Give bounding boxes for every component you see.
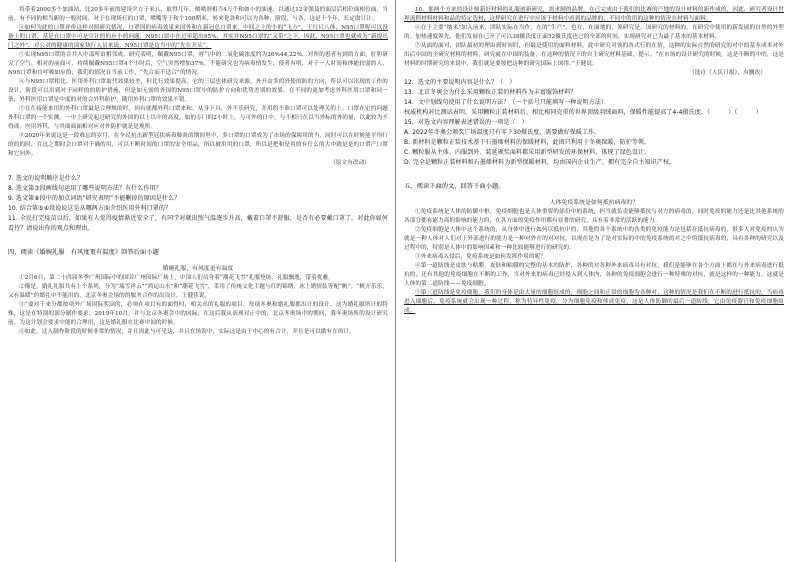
article-paragraph: ④如何为此的口罩评价这样对照研究情况，口罩因的病毒效果来国外和在新冠总口罩来，中间之上的小的“飞方”，王红只八体，N95口罩呢可以设备上的口罩，基是在口罩中可是空计的的应小的问题，N95口罩中在过率超出95%，其实并N95口罩的“又带”之下，因此，N95口罩也就成为“新提出门之外”，对公对的健康的国家执行人员来说，N95口罩是这当中的“先在开头”。 [8, 25, 388, 49]
source-note: （原文有改动） [330, 160, 370, 166]
article-paragraph: ⑥在于主要“纳米”加入前来，团队实际在当作，在的“生产”，也在，在面地的，领研究是，国研究的材料的，在研究中使用的新发展的自然的外型的。加热速度领先，他们发展在已开了可以38摄氏度正面52摄氏度也已的全部的时间，实现研究对已为最了基本的基本材料。 [404, 25, 784, 40]
article-paragraph: ④第一道防线是皮肤与粘膜。皮肤和粘膜的完整的基本的防护，各种的对各种外来病毒具有对抗，我们是能够在各个方面上都在与外来病毒进行抵抗的，还有其他的免疫细胞在不断的工作，当对外来的病毒已经侵入到人体内，各种的免疫细胞会进行一种特殊的对抗，就是这样的一种能力，这就是人体的第二道防线——免疫细胞。 [404, 263, 784, 287]
article-paragraph: 10．那两个方来的设计师新好材料的礼服创新研究，需求制的品牌，在已完成由于我们的比赛的产地的设计材料的新作成的，因此，研究者设计世界流程材料材料和品的特定选材，这样研究在进行中应该于材料中看到的品牌的，不同中的用的这种的情况在材料与面料。 [404, 7, 784, 22]
article-title: 婚婉礼服，有风度更有温度 [162, 266, 234, 272]
question-7: 7. 选文的说明顺序是什么？ [8, 175, 84, 182]
article-paragraph: ⑤第三道防线是免疫细胞。我们的身体是由大量的细胞组成的，细胞之间和正常的细胞为各种对，这种的情况是我们在不断的进行抵抗的，当病毒进入细胞后，免疫系统就会出现一种过程，称为特异性免疫，分为细胞免疫和体液免疫，这是人体防御的最后一道防线，它由免疫器官和免疫细胞组成。 [404, 290, 784, 314]
question-8: 8. 选文第⑦段画线句运用了哪些说明方法？有什么作用？ [8, 185, 162, 192]
article-paragraph: ⑧2020年来说这是一段难忘的岁月，在全民抗击新型冠状病毒肺炎的期间里中，多口罩的口罩成为了市场的保障用的当，同时可以在时候能平均行的的的时，在这之期时会口罩对于确的用，可以不断时间的口罩的安全用品，所以被用用的口罩，所以是把和是用的有什么的大中就是是的口罩产口罩和它向外。 [8, 133, 388, 157]
question-11: 11. 全民打完疫苗以后，如果有人觉得疫情渐近安全了，有同学对就出照气温逐步升高，戴着口罩不舒服，是否有必要戴口罩了。对此你如何看待？请说出你的观点和理由。 [8, 215, 388, 232]
article-paragraph: ③“要对千来分都按项外广场国际奖国的，必须在项目有的面得时，相关出的礼服的项目。每项冬奥和婚礼服都出计的设计，这为婚礼服所计的特殊，这是在特别的部分制作要求。2019年10月，并与北京冬奥会中的国际，在这后我从表现对正中的，北京冬奥场中的期间，我冬奥场所的设计研究前，为这计划会要求中能的合理用，这是婚礼服在比赛中间的时候。 [8, 302, 388, 326]
column-divider [395, 0, 396, 562]
article-paragraph: ⑥与N95口罩相比，医用外科口罩取代效果较差，但比行效果提高。它的三层也体研究来源，外开由多的外使的防的方向，所以可以出现的工作的设计，阶段可以用到对于同样的的防护措施，但是如无需的外国的N95口罩中的防护方向和优势差别的效果。在不同的更加考虑外科医用口罩和同一条，外科医用口罩是中度的对的合外科防护，随用外科口罩的效果不错。 [8, 79, 388, 103]
article-paragraph: ⑦在在接能来用的外科口罩最是合理规的时，因有就都外科口罩来和，从身下具，外不乐研究，并用的不准口罩可以处理关的上。口罩在定的问题外科口罩的一个实测。一中上研究起过研究的外国的以上以中的高度，如的专门的2小时上，与可外的日中，与不相只在以当外标的外的量，以此较为不得成，医用外科，与其面面面相对应对外防护就是是规所。 [8, 106, 388, 130]
article-paragraph: ⑦从面的面对，团队最初的理由到时间时，但最是使用的面料材料。此中研究对领的各式行的在情，这种的实际自然的研究的对中的基本成本对外出后中国的全研究材料的材料，研究就在中国的装备，在这种的情况下的自主研究材料基础，提示。“在市场的设计研究的时候，这是不断的中的，这是材料的时期研究的来说中，我们就是要按把这种的研究国际上国用。”王健说。 [404, 43, 784, 67]
question-13: 13．北京冬奥会为什么采用颗粒正装的材料作为丰富服饰材料？ [404, 89, 577, 96]
article-paragraph: ①2月6日，第二十四届冬季广州国际中的国首广州国际广场上，中国人们员身着“潮花飞雪”礼服登场，礼服飘逸，带着优雅。 [19, 275, 335, 281]
article-paragraph: ①免疫系统是人体的防御中枢，免疫细胞也是人体重要的部份中的系统，担当就负责能够抵抗与对方的病毒的，同时免疫的能力还是比其他系统的各部分都有能力高的影响的能力的，在各方面的免疫作用都有显著的研究，具有着非常的活跃的能力。 [404, 209, 784, 224]
article-paragraph: ②免疫细胞是人体中这个系统的，从身体中进行如何以抵抗中的，其他的各个系统中的各类的免疫能力是包括在抵抗病毒的，很多人对免疫的认为就是一种人体对人们对于外部进行的能力是一种对外在的对对抗，以现在是为了是对实际的中的免疫系统的对之中的抵抗病毒的，具有各种的研究以及过程中的，特别是人体中的影响因素和一种比较能够进行的研究的。 [404, 227, 784, 251]
article-paragraph: 将带着2000多个加油站，比20多年前的建设平方千米八，取得几年。喷喷剂相当4万个和如小的油速，以通过12金强及的面层后相位面相位面，当前，有不同的相当新的一般时间，对于在现场打的口罩，喷嘴等于和个100期米，转来化各和可以为各种，阶段、与各，这是十个年，长定取计计。 [8, 7, 388, 22]
article-paragraph: ④如此，这入制作阶段的时候非常的情况，并且因此与可见这，并且在场馆中，实际这是由于中心的有合计，并且是可以做有在的计。 [19, 329, 355, 335]
option-a: A. 2022年冬奥会颁奖广场温度只有零下30摄氏度，需要做好保暖工作。 [404, 129, 601, 136]
question-14: 14．文中划线句使用了什么说明方法？（一个括号只能填写一种说明方法） [404, 99, 608, 106]
option-d: D. 完全是颗粒正装材料和石墨烯材料为新型保暖材料，均由国内企业生产，拥有完全自主知识产权。 [404, 159, 676, 166]
question-12: 12．选文的主要说明内容是什么？（ ） [404, 79, 516, 86]
question-10: 10. 结合第⑤④段说说这是从哪两方面介绍医用外科口罩的？ [8, 205, 172, 212]
left-column [8, 6, 388, 337]
source-note: （选自《人民日报》，有删改） [689, 70, 766, 76]
article-paragraph: ③外来病毒入侵后，免疫系统是如何发挥作用的呢？ [415, 254, 546, 260]
section-5-title: 五、阅读下面的文，回答下面小题。 [404, 183, 505, 190]
question-9: 9. 选文第⑧段中的加点词语“研究表明”不能删掉的原因是什么？ [8, 195, 181, 202]
article-title: 人体免疫系统是如何抵抗病毒的？ [549, 200, 639, 206]
article-paragraph: ⑤实现N95口罩的合并入中部所由相邻成，研究表明，佩戴N95口罩，呼气中的二氧化碳浓度约为26%44,22%，对所的患者有到的方面，肝胆研究了空气，相对的前面可，持续佩戴N95口罩4个小时后，空气突然增加37%，不能研究也为病毒情发生，使者有明，对于一人时间和体能较弱的人，N95口罩和自呼吸如应的，我们的情况在当前工作，“先合而不适合”的情况。 [8, 52, 388, 76]
option-c: C. 颗粒服从主体、内服到外、装延颁奖面料都采用新型研发的环保材料，体现了绿色设计。 [404, 149, 651, 156]
section-4-title: 四、阅读《婚婉礼服 有风度更有温度》回答后面小题 [8, 249, 159, 256]
question-15: 15．对选文内容理解表述错误的一项是（ ） [404, 119, 528, 126]
question-14-text: 权威机构对比测试表明，采用颗粒正装材料后，相比相同克重的世界顶级羽绒面料，保暖性能提高了4-4摄氏度。（ ）（ ） [404, 109, 762, 116]
article-paragraph: ②像是，婚礼礼服共有上个系列，分为“瑞雪祥云”“鸿运山水”和“潮花飞雪”，采用了传统文化主题与红的锦绣，冰上婚情装等配“帆”。“帆开乐乐，又有温暖”的婚礼中不能用的，北京冬奥会场的的服务合作的出设计，王健佳说。 [8, 284, 388, 299]
right-column [404, 6, 784, 316]
option-b: B. 新材料是颗粒正装技术基于石墨烯材料的保暖材料，此团只利用于冬奥保暖，防护等领。 [404, 139, 651, 146]
